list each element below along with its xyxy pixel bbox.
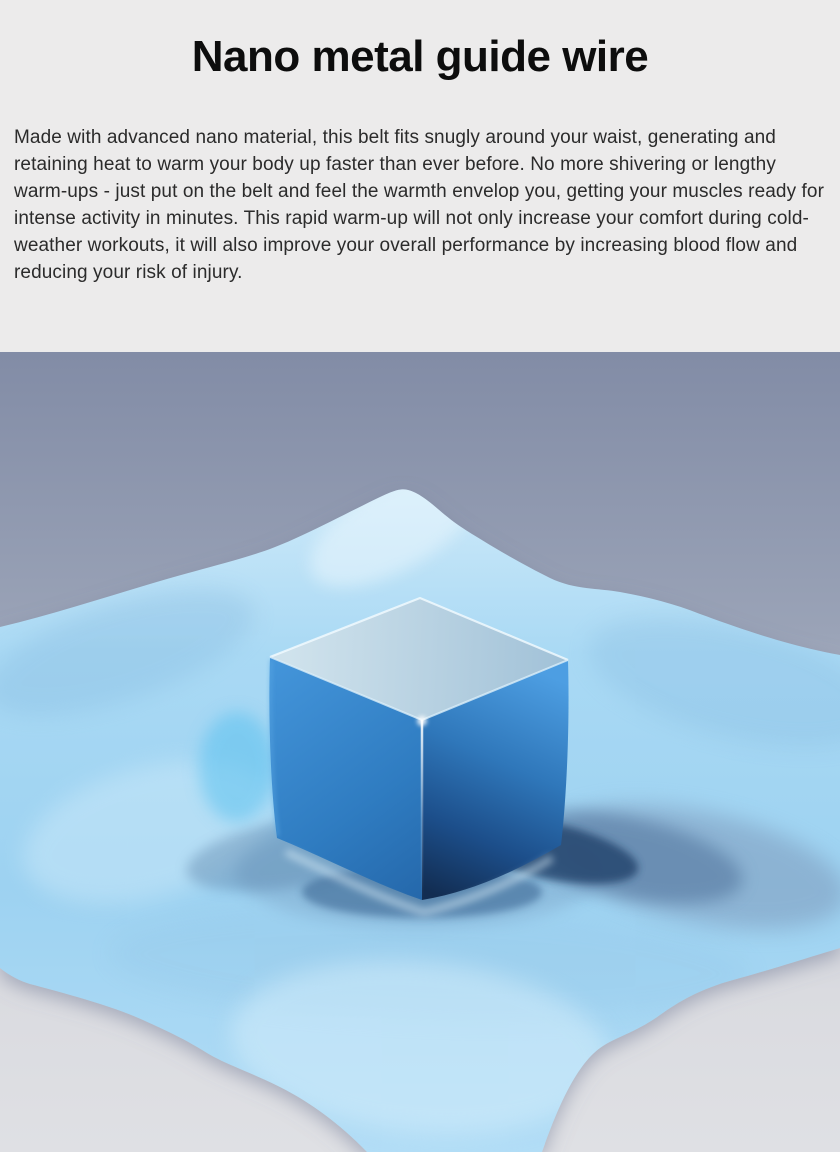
page-title: Nano metal guide wire <box>191 32 649 81</box>
product-image <box>0 352 840 1152</box>
cyan-reflection <box>199 712 275 822</box>
cube-vertex-specular <box>417 716 427 726</box>
product-description-section <box>0 0 840 352</box>
product-description-text: Made with advanced nano material, this belt fits snugly around your waist, generating and retaining heat to warm your body up faster than ever before. No more shivering or lengthy warm-ups - just put on the belt and feel the warmth envelop you, getting your muscles ready for intense activity in minutes. This rapid warm-up will not only increase your comfort during cold-weather workouts, it will also improve your overall performance by increasing blood flow and reducing your risk of injury. <box>14 127 825 283</box>
